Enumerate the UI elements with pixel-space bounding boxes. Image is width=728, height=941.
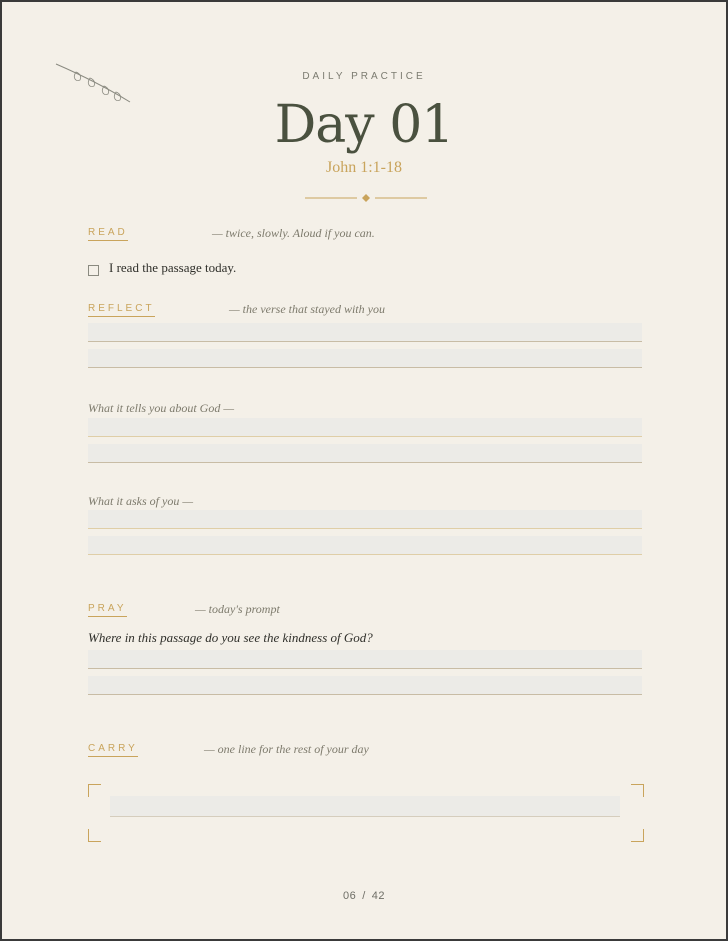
read-checkbox-label: I read the passage today. xyxy=(109,260,237,275)
pray-line-2[interactable] xyxy=(88,676,642,695)
corner-mark xyxy=(88,784,101,797)
read-check-row[interactable] xyxy=(88,260,236,276)
reflect-you-line-2[interactable] xyxy=(88,536,642,555)
corner-mark xyxy=(631,784,644,797)
page-current: 06 xyxy=(342,890,357,902)
reflect-god-line-2[interactable] xyxy=(88,444,642,463)
page-title: Day 01 xyxy=(274,95,454,155)
carry-line[interactable] xyxy=(110,796,620,817)
pray-section-label: PRAY xyxy=(88,603,127,617)
reflect-verse-line-1[interactable] xyxy=(88,323,642,342)
read-checkbox[interactable] xyxy=(88,265,99,276)
reflect-god-line-1[interactable] xyxy=(88,418,642,437)
page-number xyxy=(2,890,726,902)
corner-mark xyxy=(631,829,644,842)
pray-line-1[interactable] xyxy=(88,650,642,669)
pray-prompt: Where in this passage do you see the kindness of God? xyxy=(88,630,373,645)
reflect-hint: — the verse that stayed with you xyxy=(229,302,385,316)
page-total: 42 xyxy=(371,890,386,902)
page-separator: / xyxy=(362,890,366,902)
carry-hint: — one line for the rest of your day xyxy=(204,742,369,756)
reflect-verse-line-2[interactable] xyxy=(88,349,642,368)
eyebrow-label: DAILY PRACTICE xyxy=(302,71,426,82)
carry-box xyxy=(88,784,644,842)
reflect-you-prompt: What it asks of you — xyxy=(88,494,193,508)
diamond-divider-icon xyxy=(305,193,427,203)
carry-section-label: CARRY xyxy=(88,743,138,757)
pray-hint: — today's prompt xyxy=(195,602,280,616)
scripture-reference: John 1:1-18 xyxy=(326,159,402,176)
journal-page xyxy=(2,2,726,939)
reflect-god-prompt: What it tells you about God — xyxy=(88,401,234,415)
reflect-you-line-1[interactable] xyxy=(88,510,642,529)
read-section-label: READ xyxy=(88,227,128,241)
read-hint: — twice, slowly. Aloud if you can. xyxy=(212,226,375,240)
corner-mark xyxy=(88,829,101,842)
reflect-section-label: REFLECT xyxy=(88,303,155,317)
